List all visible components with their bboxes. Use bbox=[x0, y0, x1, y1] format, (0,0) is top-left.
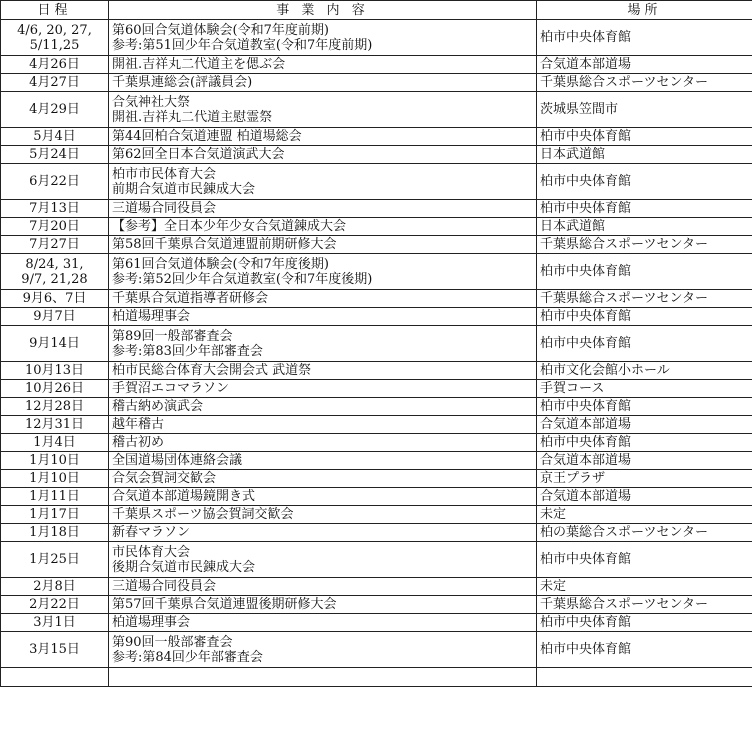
event-cell bbox=[109, 470, 537, 488]
table-row bbox=[1, 200, 752, 218]
event-cell bbox=[109, 254, 537, 290]
table-row bbox=[1, 488, 752, 506]
date-cell bbox=[1, 578, 109, 596]
table-row bbox=[1, 146, 752, 164]
event-cell bbox=[109, 200, 537, 218]
event-cell bbox=[109, 452, 537, 470]
date-cell bbox=[1, 326, 109, 362]
event-cell bbox=[109, 236, 537, 254]
place-cell: 合気道本部道場 bbox=[537, 416, 752, 434]
date-cell bbox=[1, 236, 109, 254]
date-cell bbox=[1, 92, 109, 128]
header-row bbox=[1, 1, 752, 20]
event-cell bbox=[109, 542, 537, 578]
table-row bbox=[1, 452, 752, 470]
date-cell-line: 1月10日 bbox=[29, 453, 80, 468]
date-cell bbox=[1, 74, 109, 92]
date-cell-line: 7月13日 bbox=[29, 201, 80, 216]
event-cell-line: 参考:第51回少年合気道教室(令和7年度前期) bbox=[112, 37, 373, 53]
event-cell bbox=[109, 326, 537, 362]
date-cell bbox=[1, 218, 109, 236]
place-cell: 柏市中央体育館 bbox=[537, 164, 752, 200]
table-row bbox=[1, 308, 752, 326]
event-cell-line: 柏市民総合体育大会開会式 武道祭 bbox=[112, 363, 312, 378]
place-cell: 千葉県総合スポーツセンター bbox=[537, 236, 752, 254]
date-cell-line: 9月7日 bbox=[33, 309, 76, 324]
event-cell bbox=[109, 506, 537, 524]
place-cell: 手賀コース bbox=[537, 380, 752, 398]
place-cell: 柏市中央体育館 bbox=[537, 614, 752, 632]
table-row bbox=[1, 596, 752, 614]
event-cell-line: 千葉県連総会(評議員会) bbox=[112, 75, 253, 90]
event-cell-line: 柏市市民体育大会 bbox=[112, 166, 217, 182]
date-cell-line: 1月17日 bbox=[29, 507, 80, 522]
place-cell: 京王プラザ bbox=[537, 470, 752, 488]
empty-cell bbox=[109, 668, 537, 687]
event-cell-line: 第57回千葉県合気道連盟後期研修大会 bbox=[112, 597, 337, 612]
event-cell-line: 第60回合気道体験会(令和7年度前期) bbox=[112, 22, 329, 38]
date-cell bbox=[1, 614, 109, 632]
date-cell-line: 1月18日 bbox=[29, 525, 80, 540]
table-row bbox=[1, 236, 752, 254]
place-cell: 柏市中央体育館 bbox=[537, 200, 752, 218]
table-row bbox=[1, 164, 752, 200]
empty-cell bbox=[1, 668, 109, 687]
date-cell-line: 4/6, 20, 27, bbox=[17, 22, 92, 38]
date-cell bbox=[1, 146, 109, 164]
place-cell: 柏市中央体育館 bbox=[537, 632, 752, 668]
event-cell-line: 稽古納め演武会 bbox=[112, 399, 204, 414]
event-cell-line: 第62回全日本合気道演武大会 bbox=[112, 147, 285, 162]
event-cell-line: 稽古初め bbox=[112, 435, 165, 450]
date-cell-line: 12月28日 bbox=[24, 399, 85, 414]
date-cell bbox=[1, 308, 109, 326]
event-cell bbox=[109, 434, 537, 452]
event-cell-line: 柏道場理事会 bbox=[112, 309, 191, 324]
table-row bbox=[1, 542, 752, 578]
event-cell bbox=[109, 308, 537, 326]
event-cell bbox=[109, 92, 537, 128]
table-row bbox=[1, 434, 752, 452]
event-cell-line: 後期合気道市民錬成大会 bbox=[112, 559, 256, 575]
place-cell: 柏市中央体育館 bbox=[537, 20, 752, 56]
date-cell bbox=[1, 596, 109, 614]
date-cell-line: 7月20日 bbox=[29, 219, 80, 234]
date-cell-line: 3月1日 bbox=[33, 615, 76, 630]
event-cell-line: 合気神社大祭 bbox=[112, 94, 191, 110]
date-cell-line: 9月14日 bbox=[29, 336, 80, 351]
place-cell: 柏の葉総合スポーツセンター bbox=[537, 524, 752, 542]
place-cell: 合気道本部道場 bbox=[537, 452, 752, 470]
header-date: 日程 bbox=[1, 1, 109, 20]
date-cell-line: 1月10日 bbox=[29, 471, 80, 486]
event-cell bbox=[109, 632, 537, 668]
event-cell-line: 千葉県合気道指導者研修会 bbox=[112, 291, 269, 306]
event-cell-line: 第44回柏合気道連盟 柏道場総会 bbox=[112, 129, 302, 144]
date-cell bbox=[1, 164, 109, 200]
table-row bbox=[1, 398, 752, 416]
date-cell bbox=[1, 380, 109, 398]
event-cell bbox=[109, 416, 537, 434]
place-cell: 日本武道館 bbox=[537, 218, 752, 236]
table-row-partial bbox=[1, 668, 752, 687]
date-cell bbox=[1, 524, 109, 542]
date-cell bbox=[1, 362, 109, 380]
date-cell bbox=[1, 452, 109, 470]
date-cell-line: 1月4日 bbox=[33, 435, 76, 450]
place-cell: 柏市中央体育館 bbox=[537, 434, 752, 452]
table-row bbox=[1, 128, 752, 146]
date-cell-line: 2月22日 bbox=[29, 597, 80, 612]
place-cell: 千葉県総合スポーツセンター bbox=[537, 290, 752, 308]
event-cell bbox=[109, 614, 537, 632]
table-row bbox=[1, 74, 752, 92]
date-cell-line: 10月26日 bbox=[24, 381, 85, 396]
header-event: 事 業 内 容 bbox=[109, 1, 537, 20]
event-cell bbox=[109, 56, 537, 74]
event-cell-line: 第89回一般部審査会 bbox=[112, 328, 233, 344]
date-cell-line: 12月31日 bbox=[24, 417, 85, 432]
event-cell-line: 合気会賀詞交歓会 bbox=[112, 471, 217, 486]
place-cell: 柏市中央体育館 bbox=[537, 542, 752, 578]
table-row bbox=[1, 56, 752, 74]
date-cell-line: 1月11日 bbox=[29, 489, 80, 504]
place-cell: 柏市中央体育館 bbox=[537, 398, 752, 416]
event-cell bbox=[109, 578, 537, 596]
place-cell: 合気道本部道場 bbox=[537, 56, 752, 74]
table-row bbox=[1, 578, 752, 596]
date-cell bbox=[1, 416, 109, 434]
event-cell-line: 新春マラソン bbox=[112, 525, 191, 540]
date-cell-line: 4月27日 bbox=[29, 75, 80, 90]
event-cell-line: 合気道本部道場鏡開き式 bbox=[112, 489, 256, 504]
table-row bbox=[1, 524, 752, 542]
date-cell-line: 2月8日 bbox=[33, 579, 76, 594]
date-cell bbox=[1, 398, 109, 416]
date-cell bbox=[1, 200, 109, 218]
date-cell bbox=[1, 290, 109, 308]
event-cell-line: 前期合気道市民錬成大会 bbox=[112, 181, 256, 197]
table-row bbox=[1, 326, 752, 362]
date-cell-line: 8/24, 31, bbox=[25, 256, 84, 272]
place-cell: 柏市中央体育館 bbox=[537, 128, 752, 146]
event-cell bbox=[109, 398, 537, 416]
schedule-body bbox=[1, 20, 752, 687]
event-cell bbox=[109, 20, 537, 56]
place-cell: 柏市中央体育館 bbox=[537, 326, 752, 362]
date-cell-line: 9月6、7日 bbox=[22, 291, 87, 306]
date-cell bbox=[1, 632, 109, 668]
place-cell: 未定 bbox=[537, 578, 752, 596]
event-cell-line: 第58回千葉県合気道連盟前期研修大会 bbox=[112, 237, 337, 252]
table-row bbox=[1, 416, 752, 434]
event-cell bbox=[109, 362, 537, 380]
event-cell-line: 三道場合同役員会 bbox=[112, 579, 217, 594]
table-row bbox=[1, 218, 752, 236]
event-cell bbox=[109, 74, 537, 92]
event-cell-line: 開祖.吉祥丸二代道主を偲ぶ会 bbox=[112, 57, 286, 72]
event-cell bbox=[109, 164, 537, 200]
event-cell-line: 参考:第52回少年合気道教室(令和7年度後期) bbox=[112, 271, 373, 287]
date-cell bbox=[1, 506, 109, 524]
event-cell bbox=[109, 128, 537, 146]
event-cell bbox=[109, 146, 537, 164]
place-cell: 千葉県総合スポーツセンター bbox=[537, 74, 752, 92]
place-cell: 柏市中央体育館 bbox=[537, 254, 752, 290]
event-cell-line: 全国道場団体連絡会議 bbox=[112, 453, 243, 468]
place-cell: 日本武道館 bbox=[537, 146, 752, 164]
table-row bbox=[1, 470, 752, 488]
header-place: 場所 bbox=[537, 1, 752, 20]
table-row bbox=[1, 632, 752, 668]
place-cell: 柏市中央体育館 bbox=[537, 308, 752, 326]
date-cell-line: 4月29日 bbox=[29, 102, 80, 117]
event-cell bbox=[109, 290, 537, 308]
event-cell-line: 柏道場理事会 bbox=[112, 615, 191, 630]
date-cell-line: 5月24日 bbox=[29, 147, 80, 162]
date-cell bbox=[1, 56, 109, 74]
event-cell-line: 市民体育大会 bbox=[112, 544, 191, 560]
place-cell: 茨城県笠間市 bbox=[537, 92, 752, 128]
date-cell bbox=[1, 128, 109, 146]
date-cell bbox=[1, 470, 109, 488]
event-cell-line: 【参考】全日本少年少女合気道錬成大会 bbox=[112, 219, 347, 234]
date-cell-line: 1月25日 bbox=[29, 552, 80, 567]
date-cell bbox=[1, 20, 109, 56]
date-cell-line: 10月13日 bbox=[24, 363, 85, 378]
place-cell: 柏市文化会館小ホール bbox=[537, 362, 752, 380]
event-cell-line: 千葉県スポーツ協会賀詞交歓会 bbox=[112, 507, 294, 522]
event-cell bbox=[109, 596, 537, 614]
event-cell-line: 参考:第84回少年部審査会 bbox=[112, 649, 263, 665]
date-cell-line: 4月26日 bbox=[29, 57, 80, 72]
table-row bbox=[1, 92, 752, 128]
table-row bbox=[1, 506, 752, 524]
event-cell bbox=[109, 488, 537, 506]
date-cell-line: 5/11,25 bbox=[29, 37, 80, 53]
event-cell-line: 三道場合同役員会 bbox=[112, 201, 217, 216]
event-cell-line: 第90回一般部審査会 bbox=[112, 634, 233, 650]
date-cell bbox=[1, 434, 109, 452]
date-cell bbox=[1, 488, 109, 506]
table-row bbox=[1, 362, 752, 380]
place-cell: 未定 bbox=[537, 506, 752, 524]
table-row bbox=[1, 20, 752, 56]
date-cell-line: 6月22日 bbox=[29, 174, 80, 189]
table-row bbox=[1, 254, 752, 290]
table-row bbox=[1, 380, 752, 398]
table-row bbox=[1, 290, 752, 308]
event-cell-line: 参考:第83回少年部審査会 bbox=[112, 343, 263, 359]
event-cell bbox=[109, 524, 537, 542]
date-cell bbox=[1, 254, 109, 290]
date-cell-line: 9/7, 21,28 bbox=[21, 271, 88, 287]
date-cell-line: 7月27日 bbox=[29, 237, 80, 252]
event-cell bbox=[109, 218, 537, 236]
date-cell-line: 3月15日 bbox=[29, 642, 80, 657]
place-cell: 合気道本部道場 bbox=[537, 488, 752, 506]
empty-cell bbox=[537, 668, 752, 687]
event-cell-line: 越年稽古 bbox=[112, 417, 165, 432]
date-cell-line: 5月4日 bbox=[33, 129, 76, 144]
table-row bbox=[1, 614, 752, 632]
date-cell bbox=[1, 542, 109, 578]
event-cell bbox=[109, 380, 537, 398]
event-cell-line: 第61回合気道体験会(令和7年度後期) bbox=[112, 256, 329, 272]
event-cell-line: 手賀沼エコマラソン bbox=[112, 381, 230, 396]
event-cell-line: 開祖.吉祥丸二代道主慰霊祭 bbox=[112, 109, 273, 125]
place-cell: 千葉県総合スポーツセンター bbox=[537, 596, 752, 614]
